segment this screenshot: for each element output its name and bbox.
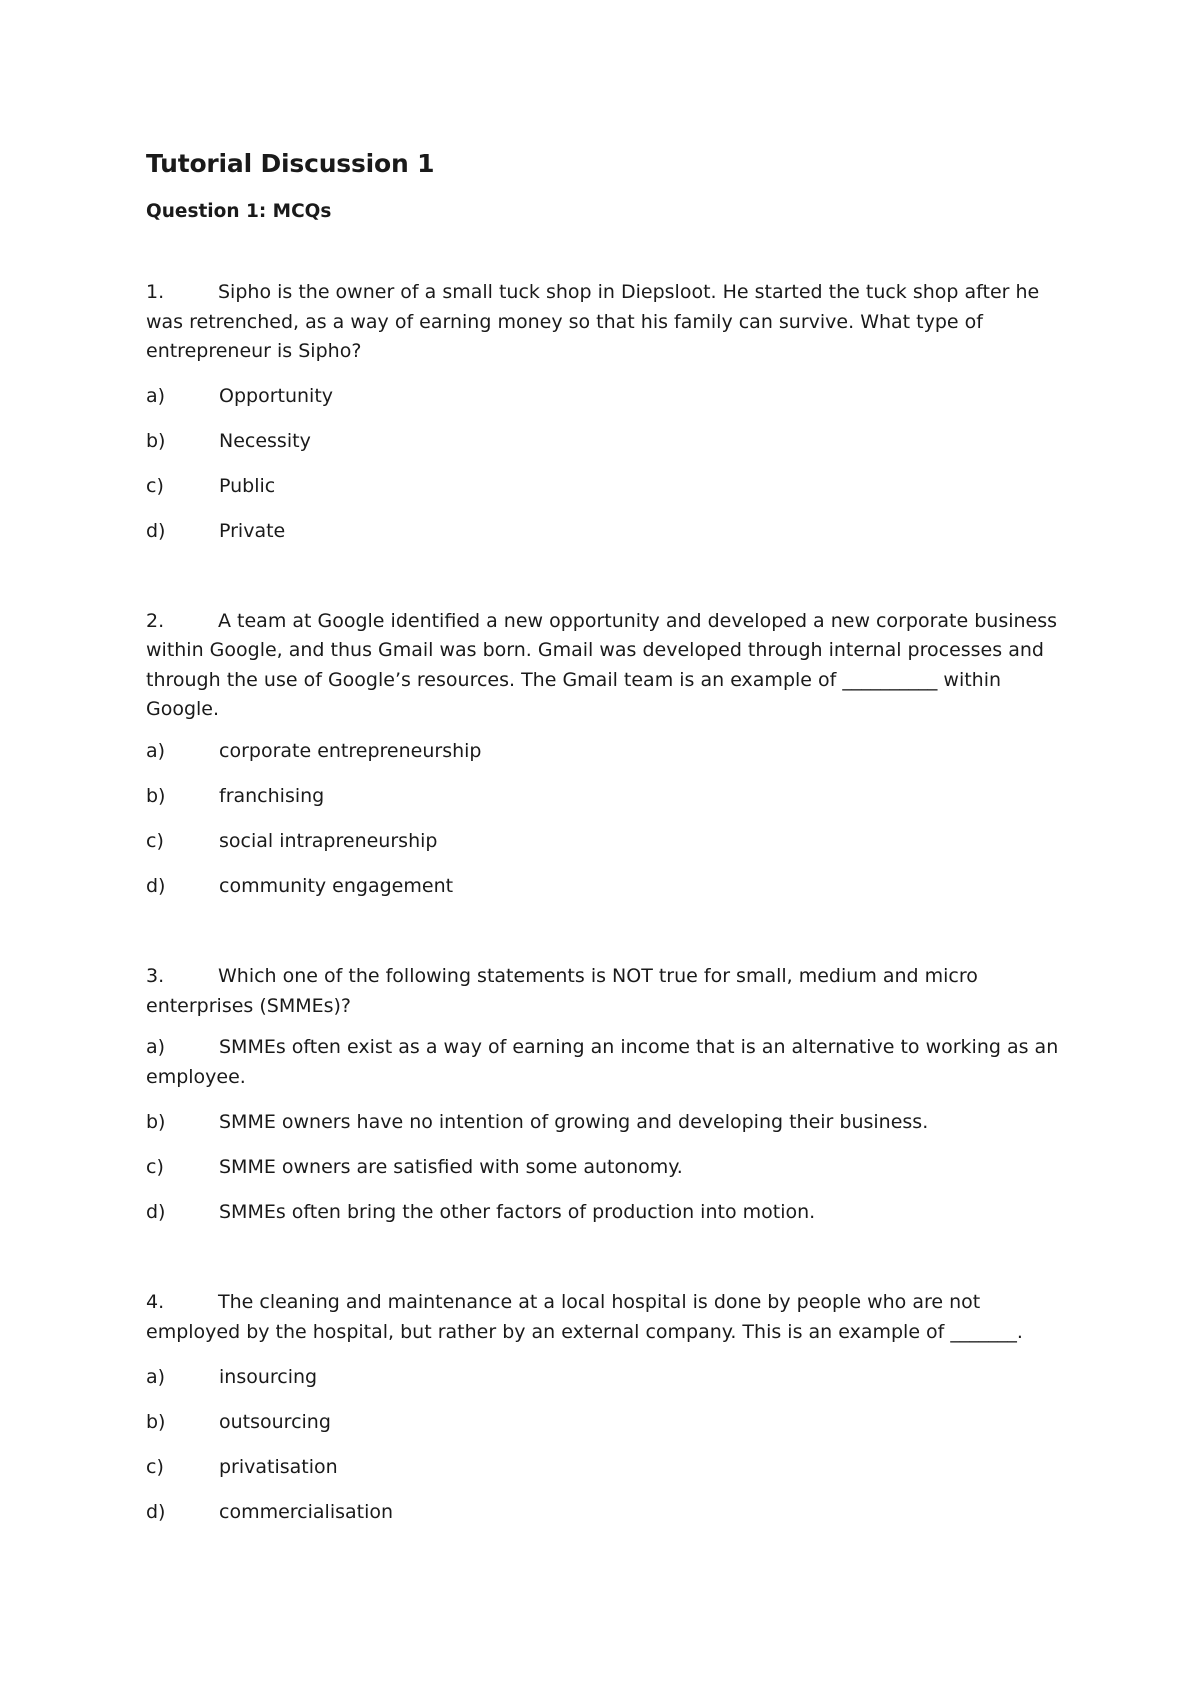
option-letter: d): [146, 874, 166, 897]
question-2: [146, 607, 1066, 902]
question-text: Which one of the following statements is NOT true for small, medium and micro enterprises (SMMEs)?: [146, 965, 978, 1017]
answer-options: [146, 737, 1066, 902]
question-stem: [146, 278, 1066, 367]
answer-option: [146, 1033, 1066, 1092]
option-letter: a): [146, 385, 166, 407]
question-1: [146, 278, 1066, 547]
option-text: privatisation: [219, 1455, 338, 1478]
option-text: franchising: [219, 784, 325, 807]
answer-option: [146, 427, 1066, 457]
question-text: A team at Google identified a new opportunity and developed a new corporate business within Google, and thus Gmail was born. Gmail was developed through internal processes and through the use of Google’s resources. The Gmail team is an example of __________ within Google.: [146, 609, 1058, 720]
question-number: 2.: [146, 609, 165, 632]
question-stem: [146, 1288, 1066, 1347]
option-text: SMME owners have no intention of growing and developing their business.: [219, 1110, 929, 1133]
option-letter: c): [146, 829, 164, 852]
answer-option: [146, 382, 1066, 412]
option-text: Necessity: [219, 430, 311, 452]
question-3: [146, 962, 1066, 1227]
answer-option: [146, 1198, 1066, 1228]
question-number: 3.: [146, 965, 165, 987]
option-letter: d): [146, 520, 166, 542]
answer-options: [146, 1363, 1066, 1528]
answer-option: [146, 737, 1066, 767]
option-letter: b): [146, 1410, 166, 1433]
option-letter: c): [146, 1455, 164, 1478]
document-body: [146, 148, 1066, 1527]
question-text: The cleaning and maintenance at a local hospital is done by people who are not employed by the hospital, but rather by an external company. This is an example of _______.: [146, 1291, 1023, 1343]
question-stem: [146, 962, 1066, 1021]
option-letter: c): [146, 1155, 164, 1178]
answer-option: [146, 827, 1066, 857]
option-text: corporate entrepreneurship: [219, 739, 482, 762]
option-text: outsourcing: [219, 1410, 331, 1433]
option-text: SMMEs often exist as a way of earning an income that is an alternative to working as an employee.: [146, 1036, 1059, 1088]
answer-option: [146, 872, 1066, 902]
question-stem: [146, 607, 1066, 725]
answer-option: [146, 472, 1066, 502]
option-text: community engagement: [219, 874, 454, 897]
option-letter: b): [146, 784, 166, 807]
option-letter: d): [146, 1200, 166, 1223]
answer-option: [146, 517, 1066, 547]
document-title: Tutorial Discussion 1: [146, 149, 435, 178]
question-number: 1.: [146, 281, 165, 303]
answer-options: [146, 382, 1066, 547]
option-text: insourcing: [219, 1365, 318, 1388]
option-text: SMMEs often bring the other factors of production into motion.: [219, 1200, 816, 1223]
option-text: SMME owners are satisfied with some autonomy.: [219, 1155, 683, 1178]
option-letter: b): [146, 1110, 166, 1133]
option-letter: a): [146, 1036, 166, 1058]
answer-option: [146, 1453, 1066, 1483]
option-text: social intrapreneurship: [219, 829, 438, 852]
option-letter: d): [146, 1500, 166, 1523]
option-letter: a): [146, 1365, 166, 1388]
answer-option: [146, 1363, 1066, 1393]
option-letter: c): [146, 475, 164, 497]
question-number: 4.: [146, 1291, 165, 1313]
answer-options: [146, 1033, 1066, 1227]
option-letter: a): [146, 739, 166, 762]
question-text: Sipho is the owner of a small tuck shop in Diepsloot. He started the tuck shop after he was retrenched, as a way of earning money so that his family can survive. What type of entrepreneur is Sipho?: [146, 281, 1040, 362]
answer-option: [146, 1408, 1066, 1438]
section-heading: Question 1: MCQs: [146, 201, 332, 222]
question-4: [146, 1288, 1066, 1527]
answer-option: [146, 1108, 1066, 1138]
option-text: Private: [219, 520, 286, 542]
option-text: Opportunity: [219, 385, 334, 407]
option-text: commercialisation: [219, 1500, 394, 1523]
answer-option: [146, 1153, 1066, 1183]
option-text: Public: [219, 475, 276, 497]
answer-option: [146, 1498, 1066, 1528]
option-letter: b): [146, 430, 166, 452]
answer-option: [146, 782, 1066, 812]
